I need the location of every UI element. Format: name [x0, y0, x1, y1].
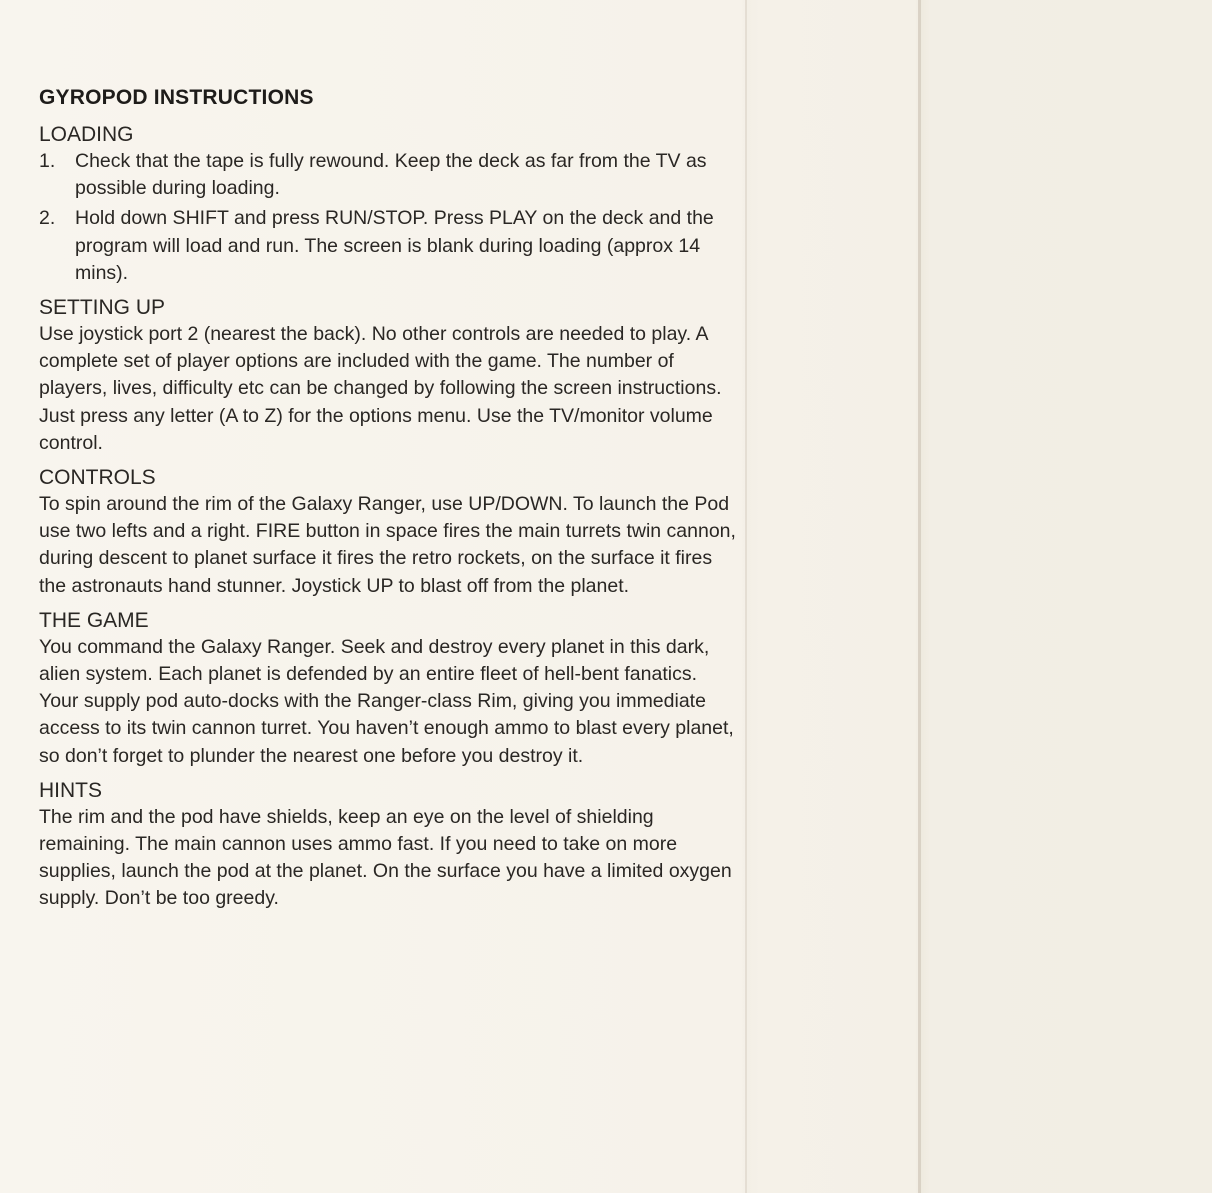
- section-text-the-game: You command the Galaxy Ranger. Seek and destroy every planet in this dark, alien system. Each planet is defended by an entire fleet of hell-bent fanatics. Your supply pod auto-docks with the Ranger-class Rim, giving you immediate access to its twin cannon turret. You haven’t enough ammo to blast every planet, so don’t forget to plunder the nearest one before you destroy it.: [39, 635, 734, 767]
- section-text-hints: The rim and the pod have shields, keep an eye on the level of shielding remaining. The main cannon uses ammo fast. If you need to take on more supplies, launch the pod at the planet. On the surface you have a limited oxygen supply. Don’t be too greedy.: [39, 805, 732, 910]
- loading-step: [39, 148, 739, 202]
- section-setting-up: [39, 295, 739, 457]
- instructions-panel: [39, 86, 739, 921]
- step-number: 1.: [39, 150, 56, 172]
- section-heading-the-game: THE GAME: [39, 608, 149, 632]
- section-heading-loading: LOADING: [39, 123, 134, 146]
- section-heading-controls: CONTROLS: [39, 466, 156, 490]
- section-text-setting-up: Use joystick port 2 (nearest the back). No other controls are needed to play. A complete set of player options are included with the game. The number of players, lives, difficulty etc can be changed by following the screen instructions. Just press any letter (A to Z) for the options menu. Use the TV/monitor volume control.: [39, 323, 722, 454]
- step-number: 2.: [39, 207, 56, 230]
- step-text: Check that the tape is fully rewound. Keep the deck as far from the TV as possible during loading.: [75, 150, 707, 200]
- section-the-game: [39, 608, 739, 770]
- loading-steps: [39, 148, 739, 287]
- section-controls: [39, 465, 739, 600]
- fold-line-right: [918, 0, 921, 1193]
- document-title: GYROPOD INSTRUCTIONS: [39, 86, 314, 109]
- section-hints: [39, 778, 739, 913]
- section-heading-setting-up: SETTING UP: [39, 296, 166, 320]
- fold-line-left: [745, 0, 747, 1193]
- section-heading-hints: HINTS: [39, 778, 102, 802]
- section-text-controls: To spin around the rim of the Galaxy Ranger, use UP/DOWN. To launch the Pod use two lefts and a right. FIRE button in space fires the main turrets twin cannon, during descent to planet surface it fires the retro rockets, on the surface it fires the astronauts hand stunner. Joystick UP to blast off from the planet.: [39, 493, 736, 597]
- step-text: Hold down SHIFT and press RUN/STOP. Press PLAY on the deck and the program will load and run. The screen is blank during loading (approx 14 mins).: [75, 207, 714, 284]
- loading-step: [39, 205, 739, 287]
- section-loading: [39, 122, 739, 287]
